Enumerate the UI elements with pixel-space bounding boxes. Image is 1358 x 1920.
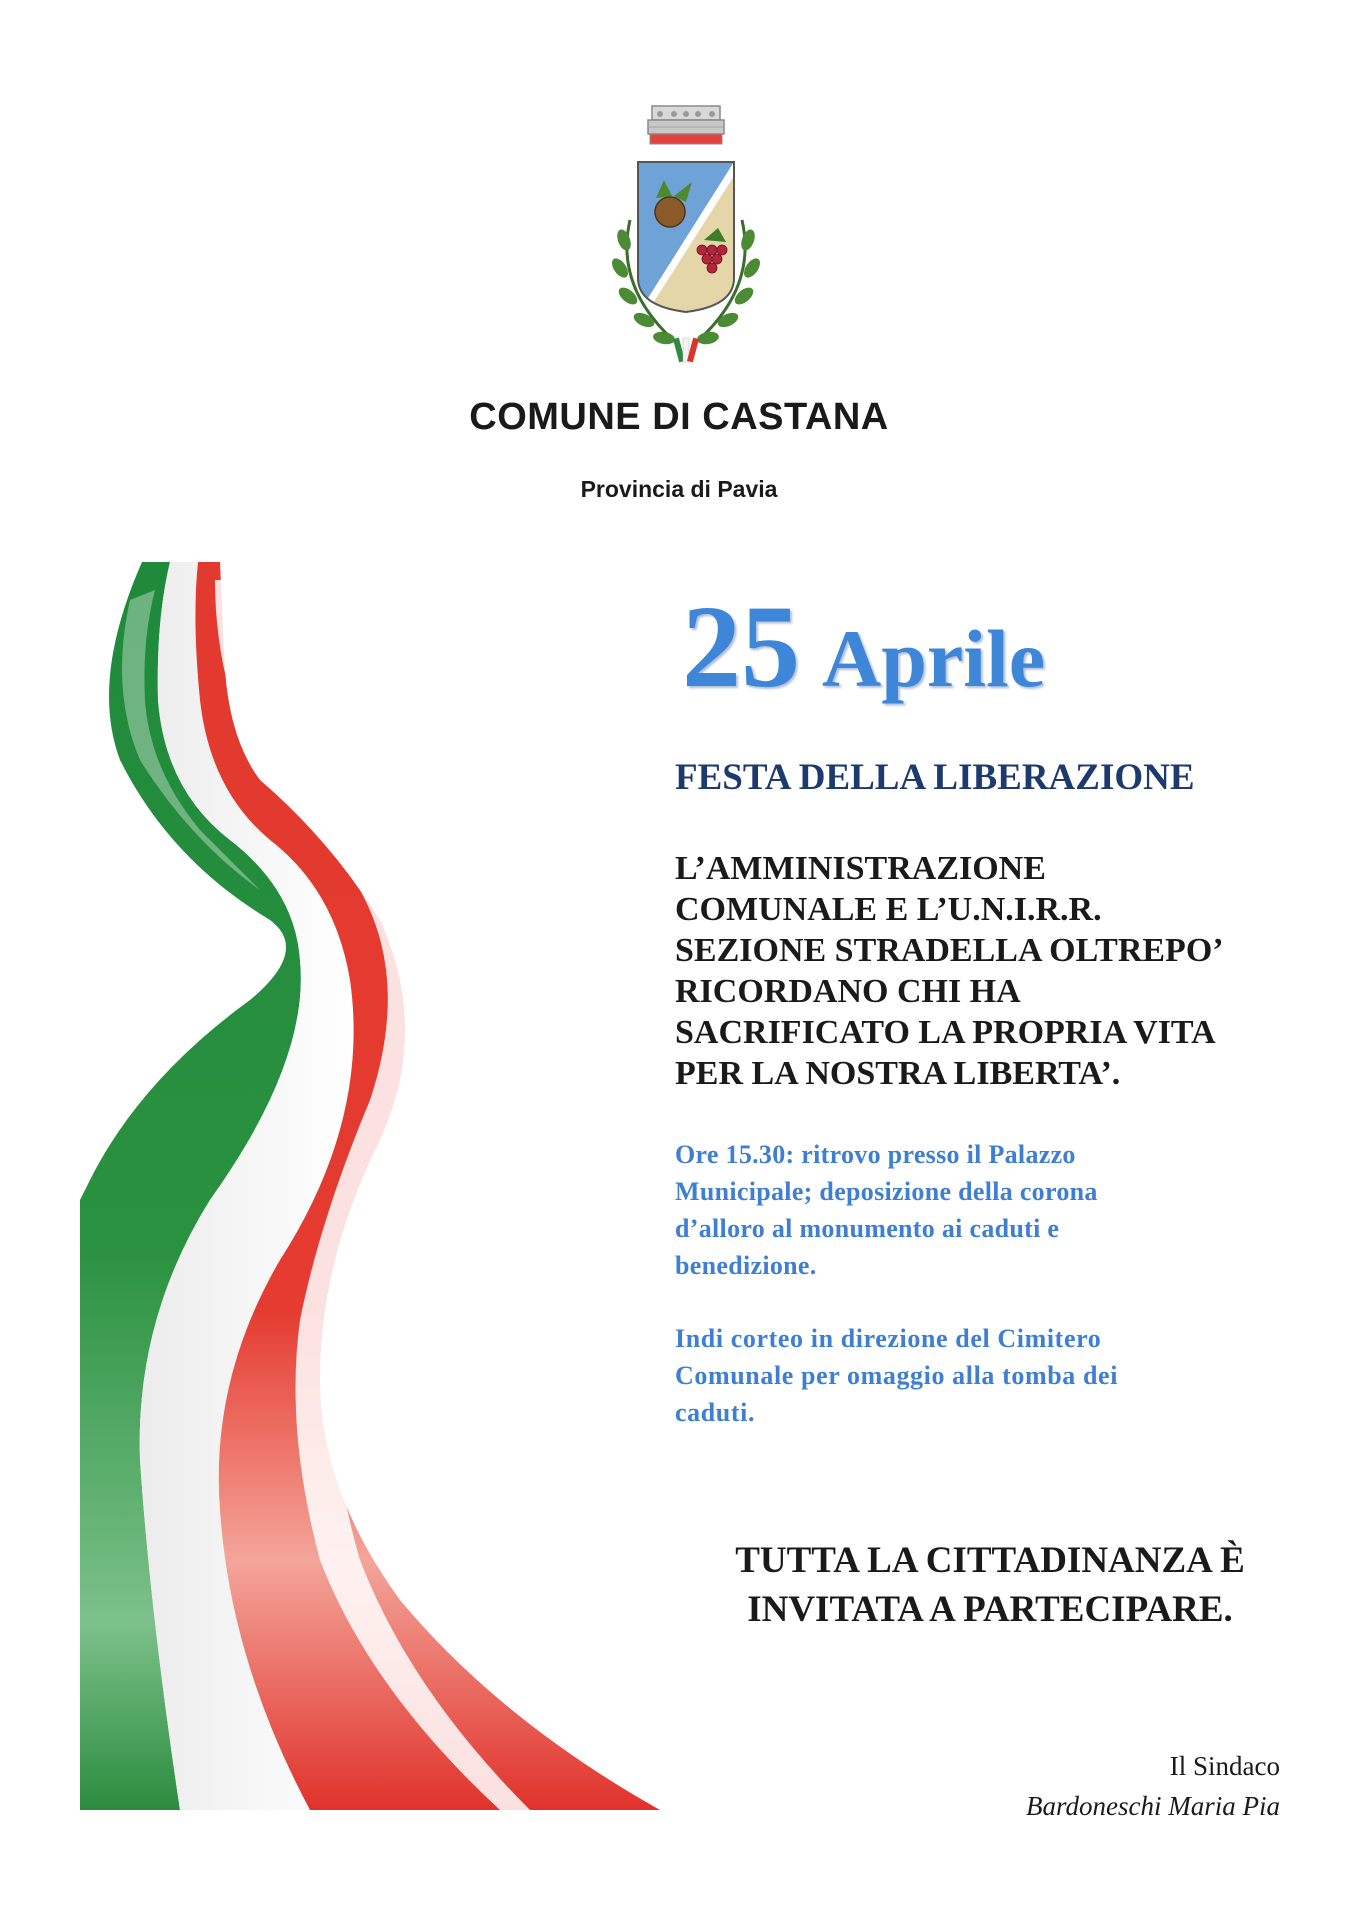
event-day: 25 bbox=[682, 581, 800, 712]
announcement-line: RICORDANO CHI HA bbox=[675, 973, 1021, 1010]
municipality-title: COMUNE DI CASTANA bbox=[469, 396, 889, 438]
event-title: FESTA DELLA LIBERAZIONE bbox=[675, 757, 1195, 798]
invitation-line: INVITATA A PARTECIPARE. bbox=[747, 1589, 1233, 1630]
event-month: Aprile bbox=[822, 613, 1046, 704]
program-paragraph-procession bbox=[675, 1320, 1335, 1431]
announcement-line: L’AMMINISTRAZIONE bbox=[675, 850, 1046, 887]
tricolor-ribbon-graphic bbox=[80, 560, 660, 1820]
announcement-line: SEZIONE STRADELLA OLTREPO’ bbox=[675, 932, 1224, 969]
announcement-line: COMUNALE E L’U.N.I.R.R. bbox=[675, 891, 1102, 928]
program-line: caduti. bbox=[675, 1398, 756, 1427]
invitation-line: TUTTA LA CITTADINANZA È bbox=[735, 1540, 1245, 1581]
coat-of-arms-icon bbox=[594, 100, 778, 370]
signature-role: Il Sindaco bbox=[1169, 1751, 1280, 1781]
province-subtitle: Provincia di Pavia bbox=[580, 476, 778, 502]
crown-icon bbox=[648, 106, 724, 144]
invitation-block bbox=[660, 1536, 1320, 1634]
program-line: benedizione. bbox=[675, 1251, 817, 1280]
announcement-line: SACRIFICATO LA PROPRIA VITA bbox=[675, 1014, 1216, 1051]
program-line: Ore 15.30: ritrovo presso il Palazzo bbox=[675, 1140, 1076, 1169]
program-line: Comunale per omaggio alla tomba dei bbox=[675, 1361, 1119, 1390]
event-date bbox=[682, 581, 1046, 712]
program-line: Municipale; deposizione della corona bbox=[675, 1177, 1098, 1206]
announcement-block bbox=[675, 848, 1335, 1094]
signature-block bbox=[1026, 1746, 1280, 1826]
program-paragraph-ceremony bbox=[675, 1136, 1335, 1284]
signature-name: Bardoneschi Maria Pia bbox=[1026, 1791, 1280, 1821]
program-line: Indi corteo in direzione del Cimitero bbox=[675, 1324, 1102, 1353]
announcement-line: PER LA NOSTRA LIBERTA’. bbox=[675, 1055, 1121, 1092]
program-line: d’alloro al monumento ai caduti e bbox=[675, 1214, 1060, 1243]
